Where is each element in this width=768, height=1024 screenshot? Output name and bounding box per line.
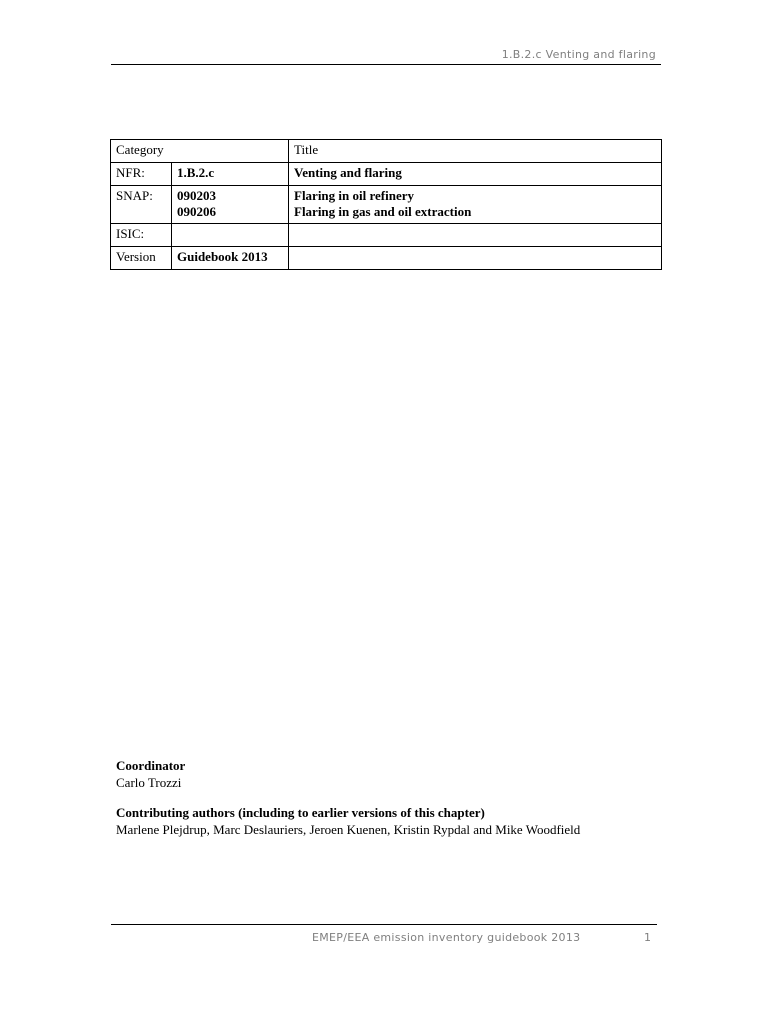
- version-label: Version: [111, 247, 172, 270]
- isic-title: [289, 224, 662, 247]
- table-row-isic: [111, 224, 662, 247]
- isic-label: ISIC:: [111, 224, 172, 247]
- snap-title-2: Flaring in gas and oil extraction: [294, 204, 472, 219]
- snap-label: SNAP:: [111, 186, 172, 224]
- coordinator-heading: Coordinator: [116, 758, 186, 773]
- snap-codes: [172, 186, 289, 224]
- nfr-label: NFR:: [111, 163, 172, 186]
- category-header-cell: Category: [111, 140, 289, 163]
- spacer: [116, 791, 580, 804]
- snap-titles: [289, 186, 662, 224]
- contributing-names: Marlene Plejdrup, Marc Deslauriers, Jeroen Kuenen, Kristin Rypdal and Mike Woodfield: [116, 822, 581, 837]
- table-row-snap: [111, 186, 662, 224]
- snap-code-1: 090203: [177, 188, 216, 203]
- isic-code: [172, 224, 289, 247]
- page-number: 1: [644, 931, 651, 944]
- snap-title-1: Flaring in oil refinery: [294, 188, 414, 203]
- authors-section: [116, 757, 580, 838]
- footer-publication: EMEP/EEA emission inventory guidebook 2013: [312, 931, 581, 944]
- coordinator-name: Carlo Trozzi: [116, 775, 182, 790]
- classification-table: [110, 139, 662, 270]
- table-row-version: [111, 247, 662, 270]
- version-title: [289, 247, 662, 270]
- contributing-heading: Contributing authors (including to earlier versions of this chapter): [116, 805, 485, 820]
- snap-code-2: 090206: [177, 204, 216, 219]
- version-value: Guidebook 2013: [172, 247, 289, 270]
- table-row-nfr: [111, 163, 662, 186]
- running-header: 1.B.2.c Venting and flaring: [501, 48, 656, 61]
- nfr-title: Venting and flaring: [289, 163, 662, 186]
- header-rule: [111, 64, 661, 65]
- table-row-header: [111, 140, 662, 163]
- footer-rule: [111, 924, 657, 925]
- nfr-code: 1.B.2.c: [172, 163, 289, 186]
- title-header-cell: Title: [289, 140, 662, 163]
